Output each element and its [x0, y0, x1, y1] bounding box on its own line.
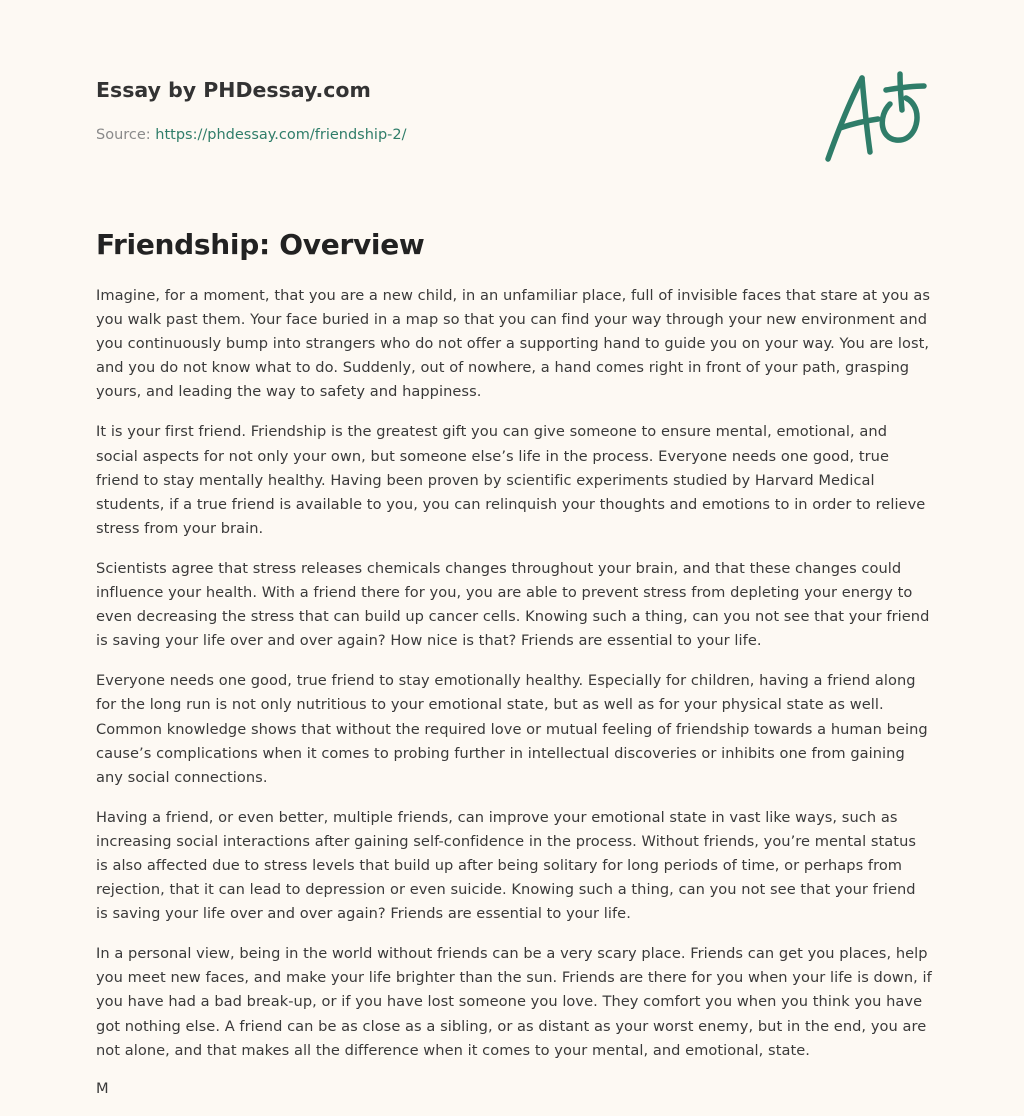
essay-body [96, 284, 932, 1079]
a-plus-logo-icon [820, 66, 930, 166]
essay-paragraph: In a personal view, being in the world without friends can be a very scary place. Friends can get you places, help you meet new faces, and make your life brighter than the sun. Friends are there for you when your life is down, if you have had a bad break-up, or if you have lost someone you love. They comfort you when you think you have got nothing else. A friend can be as close as a sibling, or as distant as your worst enemy, but in the end, you are not alone, and that makes all the difference when it comes to your mental, and emotional, state. [96, 945, 932, 1059]
essay-paragraph: It is your first friend. Friendship is the greatest gift you can give someone to ensure mental, emotional, and social aspects for not only your own, but someone else’s life in the process. Everyone needs one good, true friend to stay mentally healthy. Having been proven by scientific experiments studied by Harvard Medical students, if a true friend is available to you, you can relinquish your thoughts and emotions to in order to relieve stress from your brain. [96, 423, 926, 537]
source-label: Source: [96, 127, 156, 143]
source-link[interactable]: https://phdessay.com/friendship-2/ [155, 127, 407, 143]
truncated-paragraph: M [96, 1080, 109, 1097]
essay-paragraph: Scientists agree that stress releases chemicals changes throughout your brain, and that these changes could influence your health. With a friend there for you, you are able to prevent stress from depleting your energy to even decreasing the stress that can build up cancer cells. Knowing such a thing, can you not see that your friend is saving your life over and over again? How nice is that? Friends are essential to your life. [96, 559, 930, 650]
essay-paragraph: Having a friend, or even better, multiple friends, can improve your emotional state in vast like ways, such as increasing social interactions after gaining self-confidence in the process. Without friends, you’re mental status is also affected due to stress levels that build up after being solitary for long periods of time, or perhaps from rejection, that it can lead to depression or even suicide. Knowing such a thing, can you not see that your friend is saving your life over and over again? Friends are essential to your life. [96, 808, 917, 923]
essay-header [96, 76, 796, 145]
essay-title: Friendship: Overview [96, 228, 425, 261]
essay-paragraph: Everyone needs one good, true friend to stay emotionally healthy. Especially for children, having a friend along for the long run is not only nutritious to your emotional state, but as well as for your physical state as well. Common knowledge shows that without the required love or mutual feeling of friendship towards a human being cause’s complications when it comes to probing further in intellectual discoveries or inhibits one from gaining any social connections. [96, 672, 928, 786]
essay-paragraph: Imagine, for a moment, that you are a new child, in an unfamiliar place, full of invisible faces that stare at you as you walk past them. Your face buried in a map so that you can find your way through your new environment and you continuously bump into strangers who do not offer a supporting hand to guide you on your way. You are lost, and you do not know what to do. Suddenly, out of nowhere, a hand comes right in front of your path, grasping yours, and leading the way to safety and happiness. [96, 287, 931, 401]
source-line [96, 125, 796, 145]
site-title: Essay by PHDessay.com [96, 78, 371, 102]
